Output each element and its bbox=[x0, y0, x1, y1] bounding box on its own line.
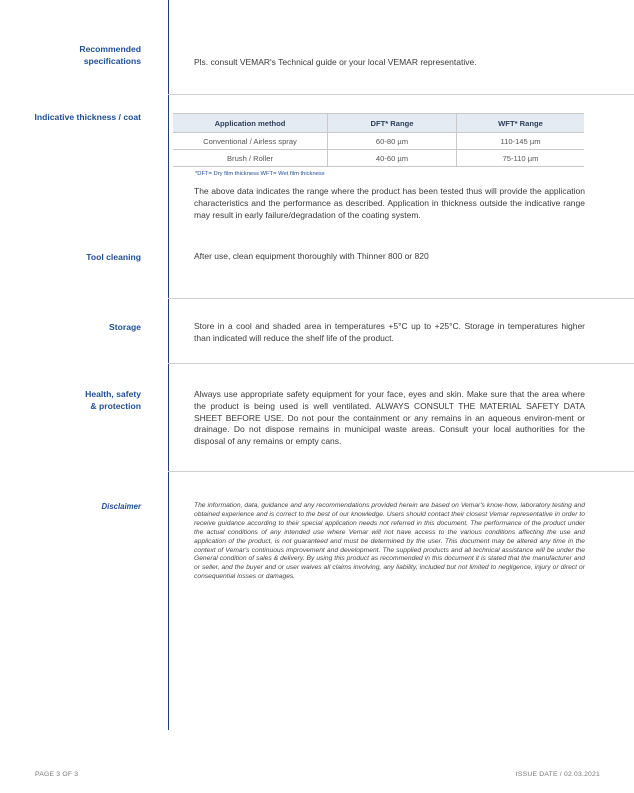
section-divider bbox=[168, 363, 634, 364]
recommended-specifications-text: Pls. consult VEMAR's Technical guide or your local VEMAR representative. bbox=[194, 57, 477, 67]
disclaimer-text: The information, data, guidance and any recommendations provided herein are based on Vemar's know-how, laboratory testing and obtained experience and is correct to the best of our knowledge. Users should contact their closest Vemar representative in order to receive guidance according to their special application needs not referred in this document. The performance of the product under the actual conditions of any intended use where Vemar will not have access to the various conditions affecting the use and application of the product, is not guaranteed and must be determined by the user. This document may be altered any time in the context of Vemar's continuous improvement and development. The supplied products and all technical assistance will be under the General condition of sales & delivery. By using this product as recommended in this document it is stated that the manufacturer and or seller, and the buyer and or user waives all claims involving, any liability, included but not limited to negligence, injury or direct or consequential losses or damages. bbox=[194, 502, 585, 581]
indicative-thickness-text: The above data indicates the range where the product has been tested thus will provide the application characteristics and the performance as described. Application in thickness outside the indicative range may result in early failure/degradation of the coating system. bbox=[194, 186, 585, 220]
health-safety-text: Always use appropriate safety equipment for your face, eyes and skin. Make sure that the area where the product is being used is well ventilated. ALWAYS CONSULT THE MATERIAL SAFETY DATA SHEET BEFORE USE. Do not pour the containment or any remains in an aqueous environ-ment or drainage. Do not dispose remains in municipal waste areas. Consult your local authorities for the disposal of any remains or empty cans. bbox=[194, 389, 585, 447]
table-header-cell: DFT* Range bbox=[328, 114, 457, 133]
disclaimer-label: Disclaimer bbox=[101, 502, 141, 511]
vertical-divider bbox=[168, 0, 169, 730]
table-header-row bbox=[173, 114, 584, 133]
table-header-cell: WFT* Range bbox=[457, 114, 585, 133]
table-cell: Conventional / Airless spray bbox=[173, 133, 328, 150]
tool-cleaning-text: After use, clean equipment thoroughly with Thinner 800 or 820 bbox=[194, 251, 429, 261]
table-row bbox=[173, 133, 584, 150]
thickness-footnote: *DFT= Dry film thickness WFT= Wet film thickness bbox=[195, 171, 325, 177]
table-row bbox=[173, 150, 584, 167]
table-cell: 110-145 µm bbox=[457, 133, 585, 150]
health-safety-label: Health, safety & protection bbox=[85, 389, 141, 411]
table-cell: Brush / Roller bbox=[173, 150, 328, 167]
table-cell: 75-110 µm bbox=[457, 150, 585, 167]
table-cell: 40-60 µm bbox=[328, 150, 457, 167]
table-cell: 60-80 µm bbox=[328, 133, 457, 150]
thickness-table bbox=[173, 113, 584, 167]
section-divider bbox=[168, 94, 634, 95]
storage-text: Store in a cool and shaded area in temperatures +5°C up to +25°C. Storage in temperatures higher than indicated will reduce the shelf life of the product. bbox=[194, 321, 585, 343]
section-divider bbox=[168, 471, 634, 472]
recommended-specifications-label: Recommended specifications bbox=[79, 44, 141, 66]
indicative-thickness-label: Indicative thickness / coat bbox=[34, 112, 141, 122]
table-header-cell: Application method bbox=[173, 114, 328, 133]
page-number: PAGE 3 OF 3 bbox=[35, 771, 79, 778]
issue-date: ISSUE DATE / 02.03.2021 bbox=[515, 771, 600, 778]
section-divider bbox=[168, 298, 634, 299]
storage-label: Storage bbox=[109, 322, 141, 332]
tool-cleaning-label: Tool cleaning bbox=[86, 252, 141, 262]
